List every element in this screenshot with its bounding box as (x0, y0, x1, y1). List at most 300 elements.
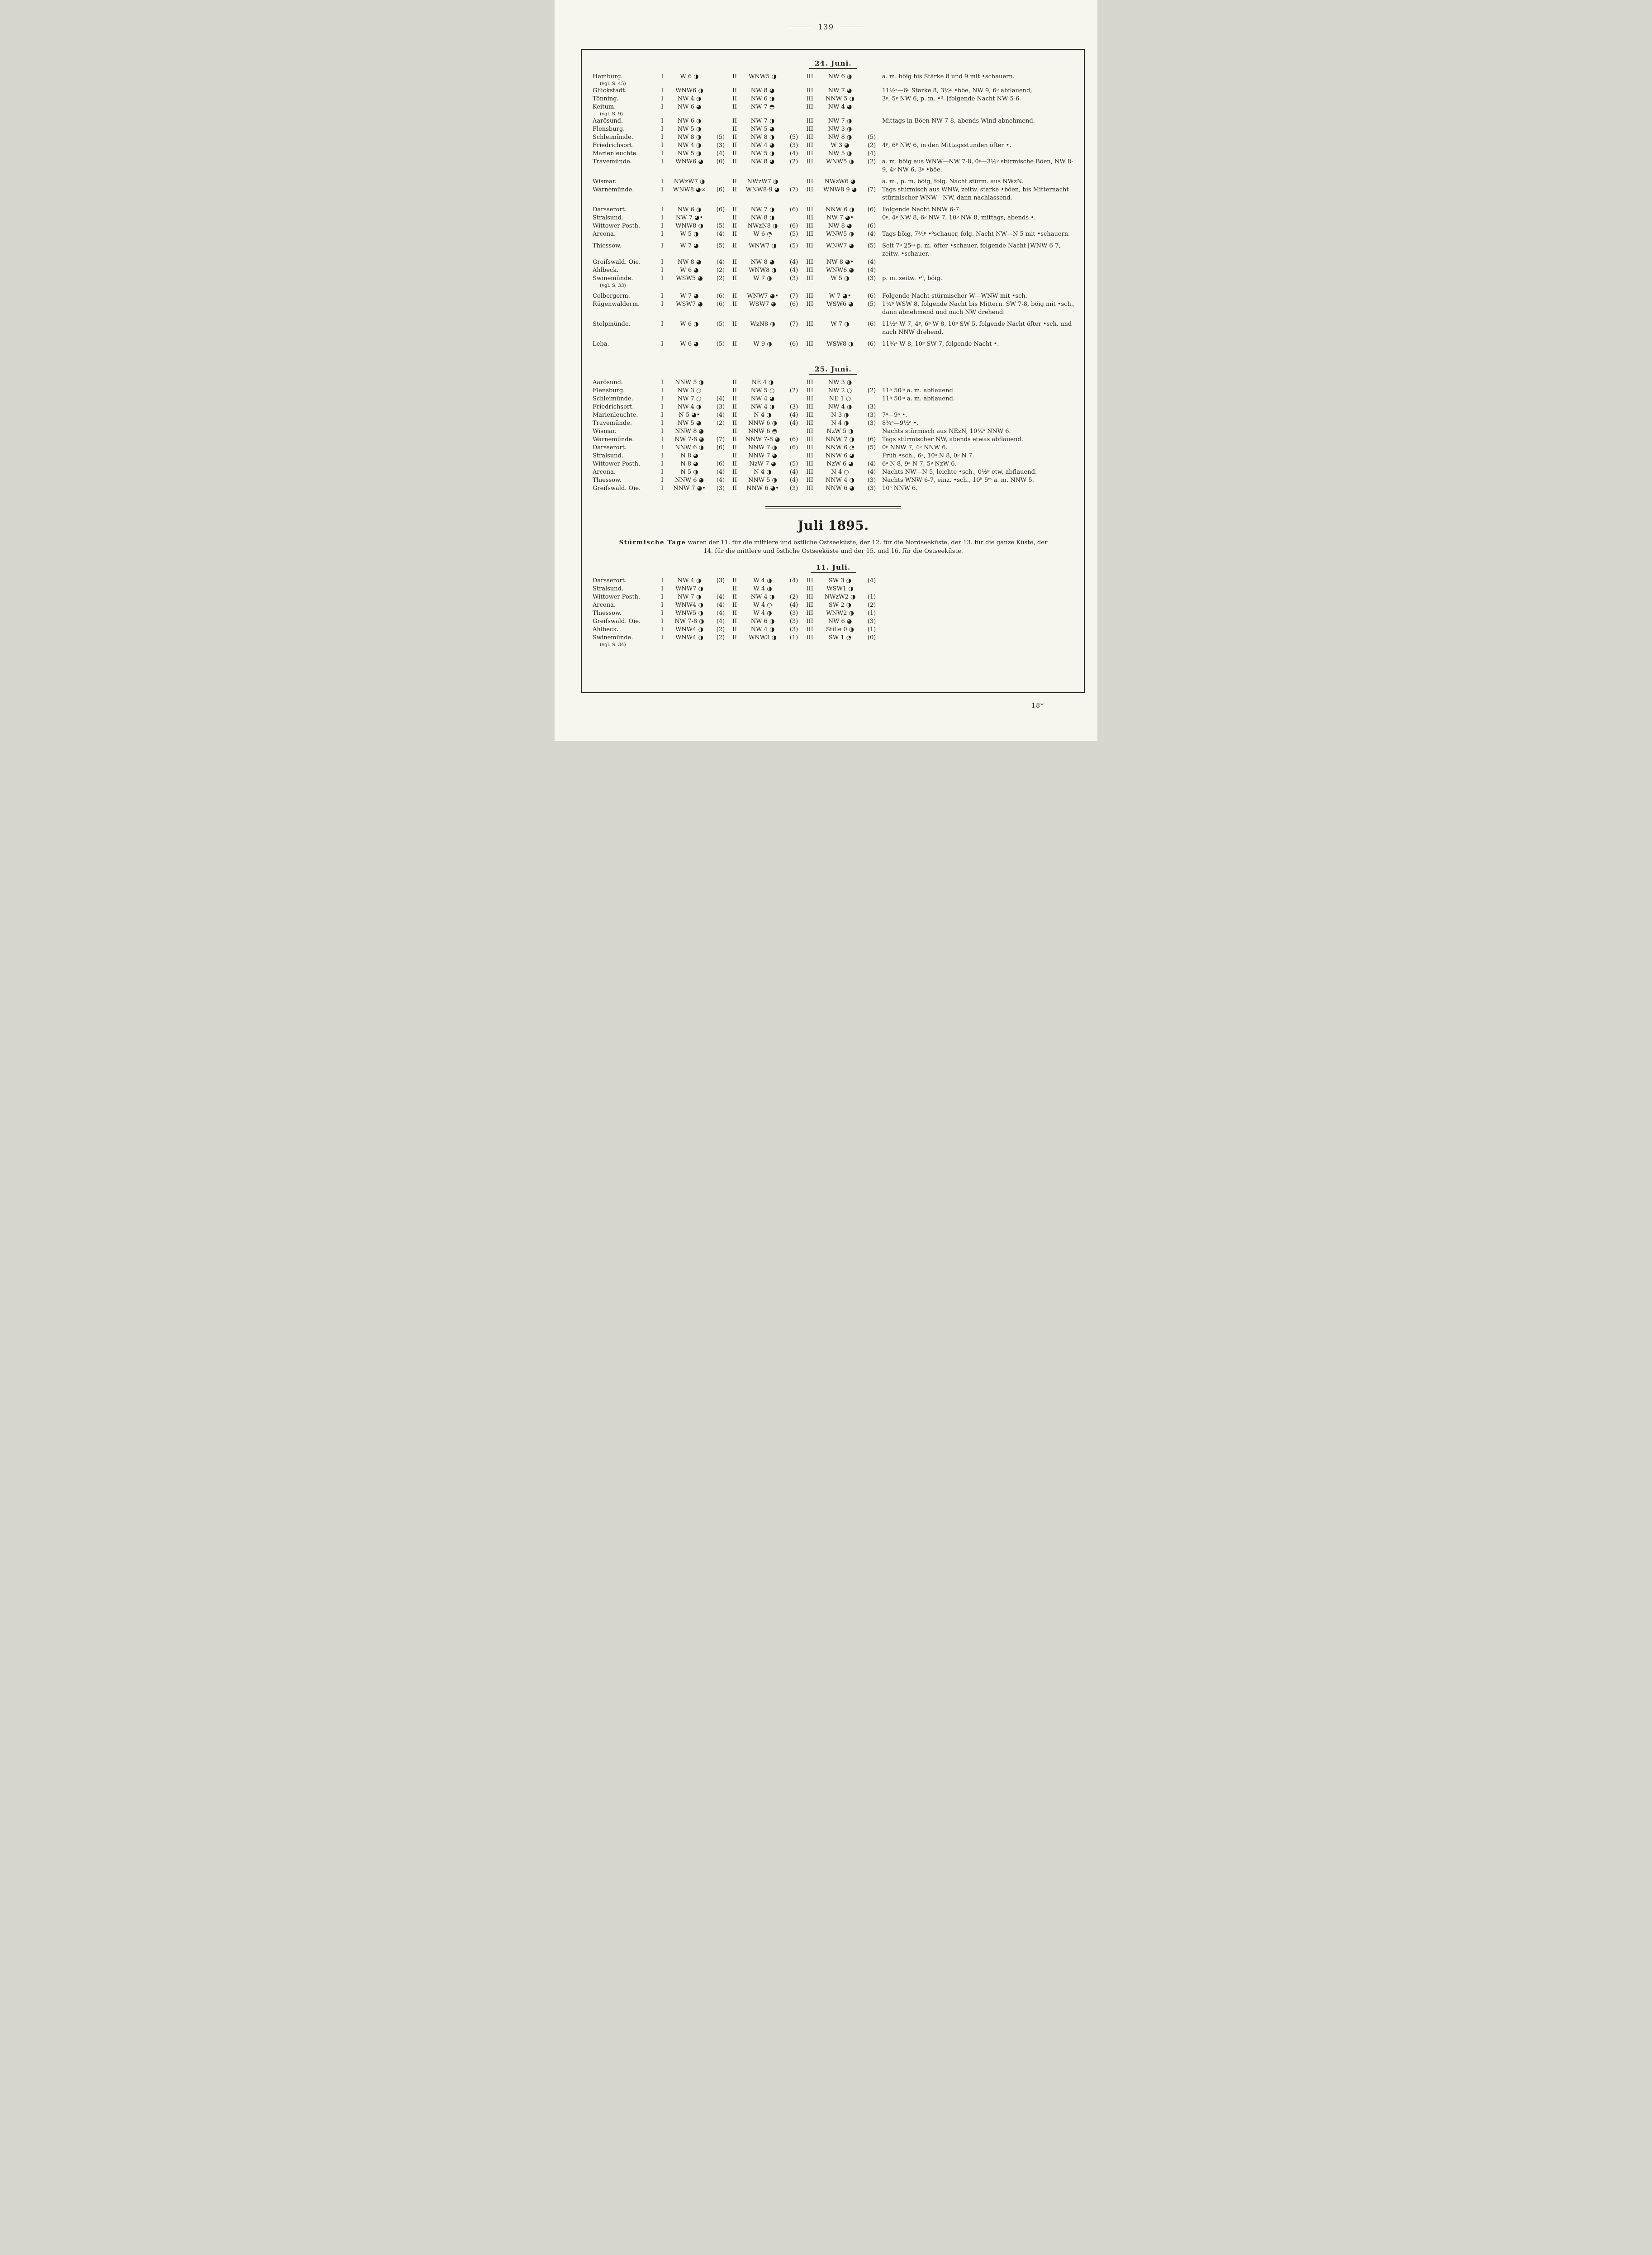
remark (880, 133, 1077, 142)
table-row (590, 468, 1077, 476)
obs-numeral-i: I (661, 594, 664, 600)
observation-i: WNW8 ◑ (675, 223, 703, 229)
station-name (590, 258, 658, 266)
observation-ii: WNW7 ◑ (749, 243, 777, 249)
obs-numeral-i: I (661, 618, 664, 625)
station-label: Swinemünde. (593, 634, 633, 641)
sea-state-iii: (1) (867, 626, 876, 633)
observation-ii: WNW5 ◑ (749, 73, 777, 80)
sea-state-i: (3) (716, 577, 725, 584)
station-label: Friedrichsort. (593, 404, 634, 410)
obs-numeral-i: I (661, 73, 664, 80)
obs-numeral-ii: II (732, 412, 737, 419)
remark: Nachts WNW 6-7, einz. •sch., 10ʰ 5ᵐ a. m. NNW 5. (882, 477, 1034, 484)
signature-mark: 18* (1031, 702, 1044, 709)
station-label: Aarösund. (593, 118, 623, 124)
sea-state-i: (2) (716, 275, 725, 282)
station-label: Arcona. (593, 231, 616, 238)
station-label: Wittower Posth. (593, 461, 641, 467)
sea-state-iii: (4) (867, 267, 876, 274)
station-label: Warnemünde. (593, 186, 634, 193)
remark (880, 634, 1077, 642)
station-note: (vgl. S. 34) (600, 642, 626, 647)
sea-state-iii: (4) (867, 577, 876, 584)
station-name (590, 158, 658, 166)
observation-ii: WNW8-9 ◕ (745, 186, 780, 193)
table-row (590, 133, 1077, 142)
sea-state-iii (863, 428, 880, 436)
observation-iii: SW 1 ◔ (828, 634, 852, 641)
obs-numeral-iii: III (806, 214, 813, 221)
table-row (590, 476, 1077, 485)
station-name (590, 103, 658, 117)
remark: Nachts stürmisch aus NEzN, 10¼ᵃ NNW 6. (882, 428, 1011, 435)
sea-state-i: (4) (716, 477, 725, 484)
sea-state-i (712, 214, 729, 222)
sea-state-i: (4) (716, 602, 725, 609)
station-name (590, 585, 658, 593)
observation-i: W 6 ◕ (680, 267, 699, 274)
observation-i: WNW6 ◑ (675, 87, 703, 94)
station-label: Greifswald. Oie. (593, 259, 641, 266)
remark (880, 379, 1077, 387)
obs-numeral-i: I (661, 404, 664, 410)
sea-state-ii: (7) (789, 186, 798, 193)
sea-state-iii: (5) (867, 444, 876, 451)
observation-ii: NW 7 ◑ (750, 206, 775, 213)
station-label: Darsserort. (593, 206, 627, 213)
sea-state-i: (5) (716, 341, 725, 347)
observation-ii: NNW 7 ◕ (748, 452, 777, 459)
obs-numeral-iii: III (806, 341, 813, 347)
sea-state-ii: (5) (789, 231, 798, 238)
observation-i: WNW4 ◑ (675, 634, 703, 641)
table-row (590, 266, 1077, 275)
table-row (590, 125, 1077, 133)
station-label: Swinemünde. (593, 275, 633, 282)
remark: 4ᵖ, 6ᵖ NW 6, in den Mittagsstunden öfter •. (882, 142, 1011, 149)
obs-numeral-i: I (661, 420, 664, 427)
observation-iii: NNW 6 ◕ (826, 485, 854, 492)
obs-numeral-ii: II (732, 275, 737, 282)
section-title: 11. Juli. (811, 563, 856, 573)
obs-numeral-ii: II (732, 321, 737, 328)
observation-i: NNW 7 ◕• (673, 485, 706, 492)
observation-iii: NW 8 ◕ (828, 223, 852, 229)
sea-state-iii: (6) (867, 321, 876, 328)
section-heading-11-juli (590, 563, 1077, 571)
obs-numeral-ii: II (732, 387, 737, 394)
obs-numeral-ii: II (732, 461, 737, 467)
sea-state-iii: (3) (867, 477, 876, 484)
station-label: Aarösund. (593, 379, 623, 386)
obs-numeral-iii: III (806, 444, 813, 451)
obs-numeral-i: I (661, 610, 664, 617)
remark: 1¼ᵖ WSW 8, folgende Nacht bis Mittern. SW 7-8, böig mit •sch., dann abnehmend und nach NW drehend. (882, 301, 1075, 316)
sea-state-i (712, 428, 729, 436)
station-label: Greifswald. Oie. (593, 618, 641, 625)
sea-state-iii (863, 103, 880, 111)
remark (880, 125, 1077, 133)
sea-state-i: (6) (716, 444, 725, 451)
obs-numeral-iii: III (806, 594, 813, 600)
station-name (590, 320, 658, 328)
remark: Nachts NW—N 5, leichte •sch., 0½ᵖ etw. abflauend. (882, 469, 1037, 476)
obs-numeral-ii: II (732, 444, 737, 451)
sea-state-i: (0) (716, 158, 725, 165)
sea-state-iii: (2) (867, 387, 876, 394)
obs-numeral-ii: II (732, 267, 737, 274)
obs-numeral-i: I (661, 461, 664, 467)
station-label: Wismar. (593, 178, 617, 185)
station-name (590, 485, 658, 493)
obs-numeral-iii: III (806, 223, 813, 229)
obs-numeral-ii: II (732, 618, 737, 625)
observation-iii: WNW6 ◕ (826, 267, 854, 274)
observation-iii: NzW 5 ◑ (826, 428, 854, 435)
remark: 10ᵃ NNW 6. (882, 485, 918, 492)
station-name (590, 593, 658, 601)
table-row (590, 87, 1077, 95)
obs-numeral-i: I (661, 452, 664, 459)
observation-ii: NW 8 ◑ (750, 214, 775, 221)
obs-numeral-ii: II (732, 150, 737, 157)
sea-state-iii: (2) (867, 602, 876, 609)
obs-numeral-i: I (661, 95, 664, 102)
observation-iii: NW 4 ◑ (828, 404, 852, 410)
station-name (590, 419, 658, 428)
sea-state-ii (785, 117, 802, 125)
obs-numeral-i: I (661, 118, 664, 124)
observation-ii: NNW 7 ◑ (748, 444, 777, 451)
station-name (590, 206, 658, 214)
observation-iii: WNW5 ◑ (826, 158, 854, 165)
obs-numeral-i: I (661, 444, 664, 451)
obs-numeral-ii: II (732, 134, 737, 141)
obs-numeral-ii: II (732, 452, 737, 459)
observation-iii: WNW2 ◑ (826, 610, 854, 617)
sea-state-ii: (5) (789, 134, 798, 141)
observation-iii: NW 7 ◕ (828, 87, 852, 94)
observation-iii: WSW6 ◕ (826, 301, 854, 308)
sea-state-i: (5) (716, 321, 725, 328)
sea-state-ii (785, 452, 802, 460)
table-row (590, 634, 1077, 648)
observation-iii: NNW 5 ◑ (826, 95, 854, 102)
station-label: Travemünde. (593, 158, 632, 165)
obs-numeral-ii: II (732, 126, 737, 133)
sea-state-ii: (7) (789, 321, 798, 328)
sea-state-iii (863, 117, 880, 125)
obs-numeral-i: I (661, 412, 664, 419)
station-label: Schleimünde. (593, 395, 633, 402)
obs-numeral-iii: III (806, 186, 813, 193)
observation-i: NW 7 ○ (677, 395, 702, 402)
station-name (590, 292, 658, 300)
observation-ii: W 4 ◑ (753, 585, 772, 592)
obs-numeral-i: I (661, 477, 664, 484)
station-name (590, 436, 658, 444)
sea-state-ii: (2) (789, 387, 798, 394)
station-name (590, 242, 658, 250)
obs-numeral-i: I (661, 379, 664, 386)
sea-state-iii (863, 73, 880, 81)
sea-state-ii (785, 214, 802, 222)
observation-i: NW 7 ◕• (675, 214, 703, 221)
station-name (590, 222, 658, 230)
table-row (590, 444, 1077, 452)
remark (880, 593, 1077, 601)
sea-state-i: (5) (716, 134, 725, 141)
content-frame (581, 49, 1085, 693)
sea-state-i: (5) (716, 243, 725, 249)
sea-state-iii: (3) (867, 275, 876, 282)
observation-ii: NWzN8 ◑ (747, 223, 778, 229)
table-row (590, 379, 1077, 387)
table-row (590, 411, 1077, 419)
observation-iii: NNW 7 ◑ (826, 436, 854, 443)
remark: 11½ᵃ—6ᵖ Stärke 8, 3½ᵖ •böe, NW 9, 6ᵖ abflauend, (882, 87, 1032, 94)
table-row (590, 452, 1077, 460)
obs-numeral-ii: II (732, 231, 737, 238)
table-row (590, 577, 1077, 585)
remark: Folgende Nacht NNW 6-7. (882, 206, 961, 213)
remark: 11½ᵃ W 7, 4ᵖ, 6ᵖ W 8, 10ᵖ SW 5, folgende Nacht öfter •sch. und nach NNW drehend. (882, 321, 1072, 336)
sea-state-i: (2) (716, 626, 725, 633)
sea-state-ii: (3) (789, 485, 798, 492)
remark: Früh •sch., 6ᵃ, 10ᵃ N 8, 0ᵖ N 7. (882, 452, 974, 459)
observation-ii: NW 7 ◓ (750, 104, 775, 110)
sea-state-ii: (3) (789, 142, 798, 149)
observation-i: NNW 5 ◑ (675, 379, 704, 386)
sea-state-ii (785, 125, 802, 133)
station-label: Tönning. (593, 95, 619, 102)
sea-state-i: (2) (716, 267, 725, 274)
sea-state-iii (863, 379, 880, 387)
sea-state-i (712, 585, 729, 593)
obs-numeral-ii: II (732, 223, 737, 229)
remark (880, 103, 1077, 111)
obs-numeral-ii: II (732, 87, 737, 94)
observation-iii: WSW1 ◑ (826, 585, 854, 592)
station-name (590, 133, 658, 142)
table-row (590, 485, 1077, 493)
sea-state-iii (863, 585, 880, 593)
station-note: (vgl. S. 33) (600, 283, 626, 288)
observation-i: W 5 ◑ (680, 231, 699, 238)
sea-state-iii: (6) (867, 436, 876, 443)
sea-state-ii: (4) (789, 150, 798, 157)
observation-ii: NNW 5 ◑ (748, 477, 777, 484)
sea-state-iii: (4) (867, 469, 876, 476)
table-row (590, 300, 1077, 317)
remark (880, 222, 1077, 230)
sea-state-iii: (3) (867, 412, 876, 419)
observation-iii: SW 3 ◑ (828, 577, 852, 584)
document-page (555, 0, 1097, 741)
obs-numeral-ii: II (732, 602, 737, 609)
month-title: Juli 1895. (798, 518, 869, 533)
observation-ii: NW 4 ◕ (750, 142, 775, 149)
observation-i: WNW4 ◑ (675, 602, 703, 609)
sea-state-ii: (3) (789, 404, 798, 410)
obs-numeral-i: I (661, 341, 664, 347)
observation-i: NW 7-8 ◑ (674, 618, 704, 625)
sea-state-ii (785, 178, 802, 186)
observation-iii: NW 8 ◕• (826, 259, 854, 266)
observation-i: NNW 8 ◕ (675, 428, 704, 435)
observation-iii: WNW5 ◑ (826, 231, 854, 238)
sea-state-i: (4) (716, 150, 725, 157)
sea-state-iii (863, 87, 880, 95)
observation-iii: NW 6 ◕ (828, 618, 852, 625)
page-number: 139 (818, 23, 834, 31)
remark: 6ᵃ N 8, 9ᵃ N 7, 5ᵖ NzW 6. (882, 461, 957, 467)
obs-numeral-ii: II (732, 158, 737, 165)
observation-i: NW 4 ◑ (677, 577, 702, 584)
obs-numeral-iii: III (806, 134, 813, 141)
remark: 0ᵖ NNW 7, 4ᵖ NNW 6. (882, 444, 948, 451)
obs-numeral-ii: II (732, 243, 737, 249)
obs-numeral-i: I (661, 436, 664, 443)
observation-ii: NW 4 ◕ (750, 395, 775, 402)
remark (880, 258, 1077, 266)
station-label: Leba. (593, 341, 609, 347)
obs-numeral-i: I (661, 428, 664, 435)
observation-iii: NW 2 ○ (828, 387, 852, 394)
observation-i: N 8 ◕ (680, 461, 698, 467)
obs-numeral-i: I (661, 231, 664, 238)
obs-numeral-ii: II (732, 259, 737, 266)
remark (880, 266, 1077, 275)
station-name (590, 618, 658, 626)
table-row (590, 158, 1077, 174)
obs-numeral-iii: III (806, 126, 813, 133)
observation-i: NW 5 ◑ (677, 126, 702, 133)
obs-numeral-i: I (661, 150, 664, 157)
obs-numeral-iii: III (806, 73, 813, 80)
observation-ii: NW 5 ◕ (750, 126, 775, 133)
station-label: Greifswald. Oie. (593, 485, 641, 492)
sea-state-iii: (6) (867, 341, 876, 347)
obs-numeral-ii: II (732, 73, 737, 80)
remark: Folgende Nacht stürmischer W—WNW mit •sch. (882, 293, 1027, 300)
observation-i: NW 4 ◑ (677, 404, 702, 410)
obs-numeral-i: I (661, 158, 664, 165)
sea-state-i (712, 379, 729, 387)
table-row (590, 150, 1077, 158)
observation-ii: NW 7 ◑ (750, 118, 775, 124)
sea-state-iii (863, 95, 880, 103)
obs-numeral-iii: III (806, 158, 813, 165)
sea-state-i: (4) (716, 469, 725, 476)
obs-numeral-ii: II (732, 469, 737, 476)
obs-numeral-i: I (661, 206, 664, 213)
observation-ii: NW 8 ◕ (750, 259, 775, 266)
station-name (590, 428, 658, 436)
section-divider (765, 506, 901, 509)
obs-numeral-i: I (661, 126, 664, 133)
observation-i: NW 7-8 ◕ (674, 436, 704, 443)
observation-iii: NW 7 ◕• (826, 214, 854, 221)
sea-state-i: (6) (716, 461, 725, 467)
obs-numeral-iii: III (806, 142, 813, 149)
remark (880, 609, 1077, 618)
obs-numeral-ii: II (732, 634, 737, 641)
obs-numeral-iii: III (806, 178, 813, 185)
table-row (590, 593, 1077, 601)
observation-iii: NE 1 ○ (829, 395, 851, 402)
sea-state-ii: (6) (789, 301, 798, 308)
sea-state-iii: (3) (867, 485, 876, 492)
sea-state-ii: (4) (789, 469, 798, 476)
obs-numeral-iii: III (806, 275, 813, 282)
observation-i: NWzW7 ◑ (674, 178, 705, 185)
observation-ii: NzW 7 ◕ (749, 461, 776, 467)
sea-state-i: (6) (716, 206, 725, 213)
observation-iii: W 5 ◑ (831, 275, 850, 282)
obs-numeral-iii: III (806, 618, 813, 625)
station-label: Ahlbeck. (593, 626, 619, 633)
station-label: Wittower Posth. (593, 594, 641, 600)
sea-state-ii: (5) (789, 461, 798, 467)
sea-state-iii: (3) (867, 404, 876, 410)
observation-iii: NzW 6 ◕ (826, 461, 854, 467)
observation-iii: N 4 ◑ (831, 420, 849, 427)
observation-iii: NW 3 ◑ (828, 126, 852, 133)
observation-i: NW 6 ◑ (677, 206, 702, 213)
remark (880, 626, 1077, 634)
sea-state-ii (785, 73, 802, 81)
sea-state-ii (785, 103, 802, 111)
observation-iii: NWzW6 ◕ (824, 178, 856, 185)
observation-iii: NNW 6 ◔ (826, 444, 854, 451)
sea-state-i (712, 387, 729, 395)
remark (880, 150, 1077, 158)
obs-numeral-iii: III (806, 461, 813, 467)
station-label: Stolpmünde. (593, 321, 631, 328)
observation-i: NW 3 ○ (677, 387, 702, 394)
station-name (590, 379, 658, 387)
obs-numeral-ii: II (732, 301, 737, 308)
obs-numeral-i: I (661, 602, 664, 609)
observation-iii: WNW7 ◕ (826, 243, 854, 249)
station-name (590, 117, 658, 125)
obs-numeral-ii: II (732, 206, 737, 213)
station-name (590, 626, 658, 634)
remark: 3ᵖ, 5ᵖ NW 6, p. m. •⁰. [folgende Nacht NW 5-6. (882, 95, 1021, 102)
remark: 11ʰ 50ᵐ a. m. abflauend (882, 387, 953, 394)
obs-numeral-i: I (661, 387, 664, 394)
sea-state-iii: (4) (867, 231, 876, 238)
observation-ii: W 4 ◑ (753, 610, 772, 617)
sea-state-i: (6) (716, 186, 725, 193)
observation-ii: W 4 ○ (753, 602, 772, 609)
obs-numeral-ii: II (732, 577, 737, 584)
station-label: Stralsund. (593, 452, 624, 459)
observation-ii: NW 5 ◑ (750, 150, 775, 157)
remark (880, 618, 1077, 626)
table-row (590, 618, 1077, 626)
table-row (590, 117, 1077, 125)
observation-i: NW 7 ◑ (677, 594, 702, 600)
observation-iii: NW 5 ◑ (828, 150, 852, 157)
sea-state-iii: (2) (867, 158, 876, 165)
station-label: Arcona. (593, 602, 616, 609)
remark: a. m. böig aus WNW—NW 7-8, 0ᵖ—3½ᵖ stürmische Böen, NW 8-9, 4ᵖ NW 6, 3ᵖ •böe. (882, 158, 1073, 173)
obs-numeral-i: I (661, 395, 664, 402)
station-name (590, 468, 658, 476)
